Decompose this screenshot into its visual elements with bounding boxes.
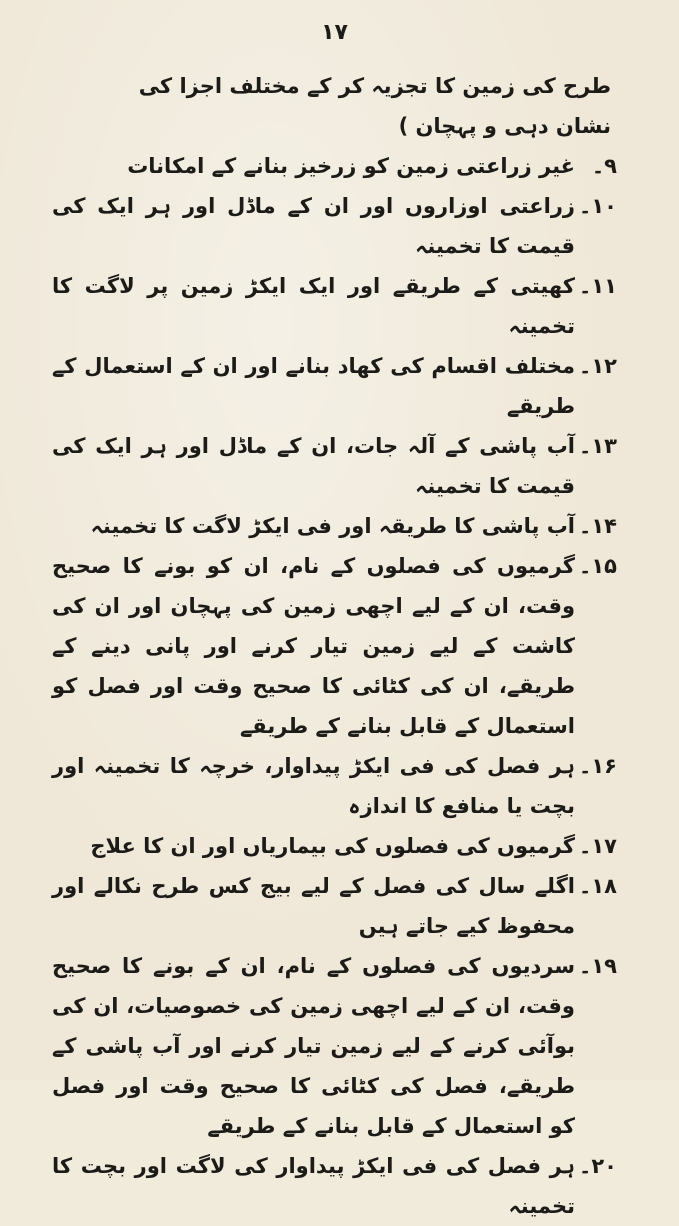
item-list — [52, 146, 617, 1226]
item-text: اگلے سال کی فصل کے لیے بیج کس طرح نکالے اور محفوظ کیے جاتے ہیں — [52, 874, 575, 938]
item-text: ہر فصل کی فی ایکڑ پیداوار کی لاگت اور بچت کا تخمینہ — [52, 1154, 575, 1218]
list-item — [52, 746, 617, 826]
page-number: ۱۷ — [321, 20, 348, 45]
list-item — [52, 946, 617, 1146]
item-text: گرمیوں کی فصلوں کے نام، ان کو بونے کا صحیح وقت، ان کے لیے اچھی زمین کی پہچان اور ان کی کاشت کے لیے زمین تیار کرنے اور پانی دینے کے طریقے، ان کی کٹائی کا صحیح وقت اور فصل کو استعمال کے قابل بنانے کے طریقے — [52, 554, 575, 738]
item-number: ۱۷۔ — [579, 834, 617, 858]
list-item — [52, 826, 617, 866]
item-text: مختلف اقسام کی کھاد بنانے اور ان کے استعمال کے طریقے — [52, 354, 575, 418]
item-text: آب پاشی کا طریقہ اور فی ایکڑ لاگت کا تخمینہ — [90, 514, 575, 538]
list-item — [52, 146, 617, 186]
item-number: ۹۔ — [591, 154, 617, 178]
item-number: ۱۲۔ — [579, 354, 617, 378]
item-number: ۱۱۔ — [579, 274, 617, 298]
item-text: سردیوں کی فصلوں کے نام، ان کے بونے کا صحیح وقت، ان کے لیے اچھی زمین کی خصوصیات، ان کی بوآئی کرنے کے لیے زمین تیار کرنے اور آب پاشی کے طریقے، فصل کی کٹائی کا صحیح وقت اور فصل کو استعمال کے قابل بنانے کے طریقے — [52, 954, 575, 1138]
item-text: غیر زراعتی زمین کو زرخیز بنانے کے امکانات — [127, 154, 575, 178]
item-number: ۱۶۔ — [579, 754, 617, 778]
item-number: ۱۴۔ — [579, 514, 617, 538]
item-text: آب پاشی کے آلہ جات، ان کے ماڈل اور ہر ایک کی قیمت کا تخمینہ — [52, 434, 575, 498]
intro-continuation: طرح کی زمین کا تجزیہ کر کے مختلف اجزا کی نشان دہی و پہچان ) — [138, 74, 611, 138]
list-item — [52, 186, 617, 266]
item-text: کھیتی کے طریقے اور ایک ایکڑ زمین پر لاگت کا تخمینہ — [52, 274, 575, 338]
item-text: زراعتی اوزاروں اور ان کے ماڈل اور ہر ایک کی قیمت کا تخمینہ — [52, 194, 575, 258]
item-number: ۱۵۔ — [579, 554, 617, 578]
list-item — [52, 506, 617, 546]
item-number: ۱۰۔ — [579, 194, 617, 218]
item-text: ہر فصل کی فی ایکڑ پیداوار، خرچہ کا تخمینہ اور بچت یا منافع کا اندازہ — [52, 754, 575, 818]
list-item — [52, 866, 617, 946]
item-number: ۱۹۔ — [579, 954, 617, 978]
list-item — [52, 346, 617, 426]
item-text: گرمیوں کی فصلوں کی بیماریاں اور ان کا علاج — [90, 834, 575, 858]
list-item — [52, 426, 617, 506]
list-item — [52, 546, 617, 746]
item-number: ۱۸۔ — [579, 874, 617, 898]
item-number: ۱۳۔ — [579, 434, 617, 458]
list-item — [52, 1146, 617, 1226]
list-item — [52, 266, 617, 346]
item-number: ۲۰۔ — [579, 1154, 617, 1178]
